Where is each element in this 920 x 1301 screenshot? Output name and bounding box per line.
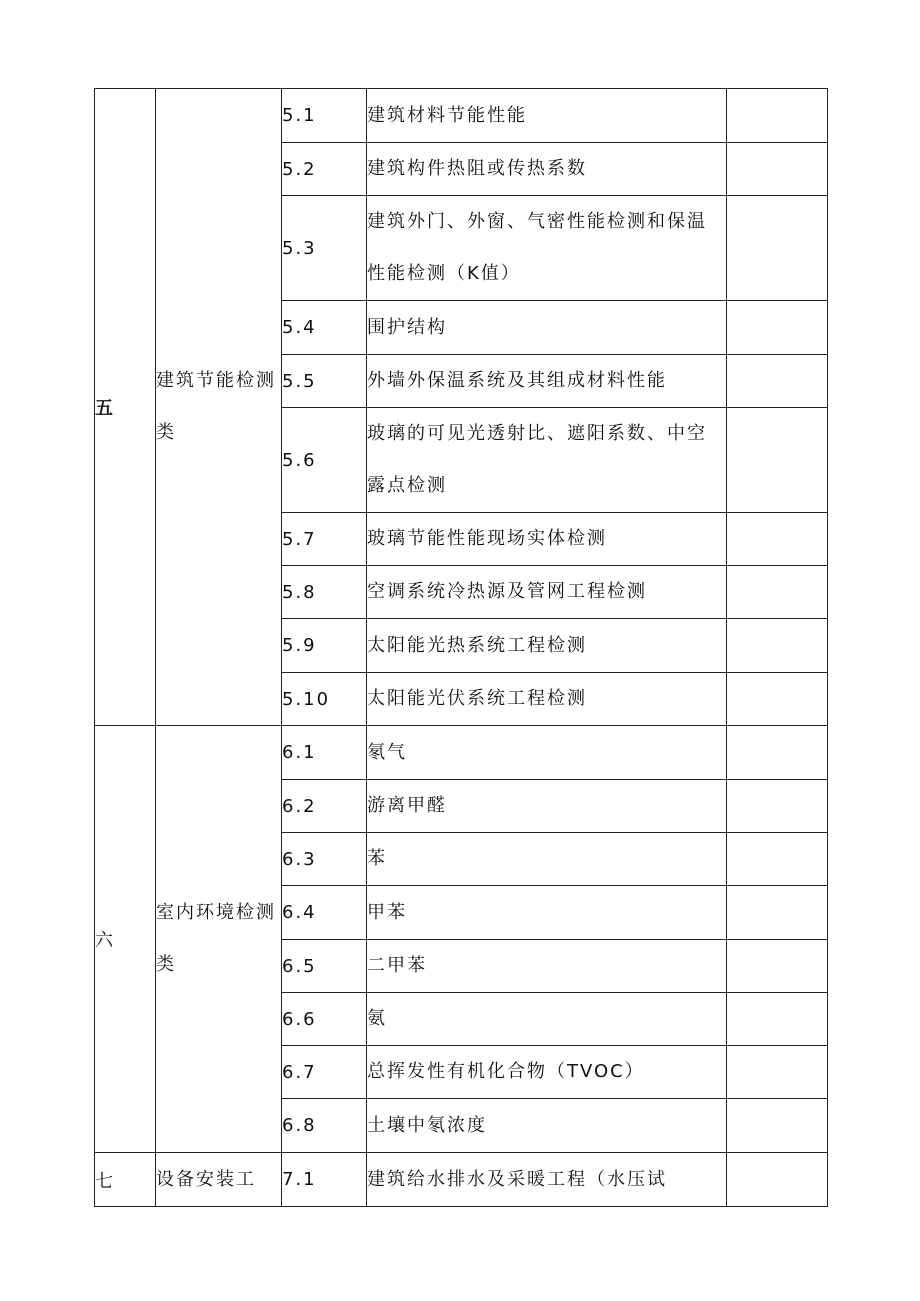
- item-name: 玻璃节能性能现场实体检测: [367, 513, 727, 566]
- item-name: 建筑材料节能性能: [367, 89, 727, 143]
- remark-cell: [727, 1046, 828, 1099]
- table-row: [95, 726, 828, 780]
- remark-cell: [727, 566, 828, 619]
- remark-cell: [727, 726, 828, 780]
- item-code: 5.6: [282, 408, 367, 513]
- remark-cell: [727, 673, 828, 726]
- item-code: 5.2: [282, 143, 367, 196]
- item-code: 5.5: [282, 355, 367, 408]
- item-code: 5.4: [282, 301, 367, 355]
- remark-cell: [727, 143, 828, 196]
- remark-cell: [727, 886, 828, 940]
- item-name: 太阳能光伏系统工程检测: [367, 673, 727, 726]
- item-name: 氡气: [367, 726, 727, 780]
- item-code: 5.3: [282, 196, 367, 301]
- table-row: [95, 89, 828, 143]
- section-number: 六: [95, 726, 156, 1153]
- remark-cell: [727, 993, 828, 1046]
- item-name: 外墙外保温系统及其组成材料性能: [367, 355, 727, 408]
- item-name: 建筑给水排水及采暖工程（水压试: [367, 1153, 727, 1207]
- item-code: 6.5: [282, 940, 367, 993]
- item-name: 土壤中氡浓度: [367, 1099, 727, 1153]
- item-code: 5.1: [282, 89, 367, 143]
- section-number: 七: [95, 1153, 156, 1207]
- table-row: [95, 1153, 828, 1207]
- item-code: 6.7: [282, 1046, 367, 1099]
- item-name: 游离甲醛: [367, 780, 727, 833]
- item-name: 建筑构件热阻或传热系数: [367, 143, 727, 196]
- item-code: 6.6: [282, 993, 367, 1046]
- remark-cell: [727, 833, 828, 886]
- remark-cell: [727, 780, 828, 833]
- item-name: 太阳能光热系统工程检测: [367, 619, 727, 673]
- remark-cell: [727, 513, 828, 566]
- inspection-items-table: [94, 88, 828, 1207]
- remark-cell: [727, 408, 828, 513]
- item-code: 5.9: [282, 619, 367, 673]
- item-code: 6.1: [282, 726, 367, 780]
- remark-cell: [727, 355, 828, 408]
- item-name: 围护结构: [367, 301, 727, 355]
- item-code: 6.3: [282, 833, 367, 886]
- section-number: 五: [95, 89, 156, 726]
- item-name: 甲苯: [367, 886, 727, 940]
- item-code: 5.10: [282, 673, 367, 726]
- remark-cell: [727, 1099, 828, 1153]
- item-name: 苯: [367, 833, 727, 886]
- item-name: 玻璃的可见光透射比、遮阳系数、中空露点检测: [367, 408, 727, 513]
- item-code: 6.8: [282, 1099, 367, 1153]
- section-category: 室内环境检测类: [156, 726, 282, 1153]
- remark-cell: [727, 940, 828, 993]
- item-name: 空调系统冷热源及管网工程检测: [367, 566, 727, 619]
- item-code: 6.4: [282, 886, 367, 940]
- item-name: 建筑外门、外窗、气密性能检测和保温性能检测（K值）: [367, 196, 727, 301]
- item-code: 6.2: [282, 780, 367, 833]
- item-name: 氨: [367, 993, 727, 1046]
- section-category: 建筑节能检测类: [156, 89, 282, 726]
- section-category: 设备安装工: [156, 1153, 282, 1207]
- remark-cell: [727, 619, 828, 673]
- remark-cell: [727, 301, 828, 355]
- item-name: 总挥发性有机化合物（TVOC）: [367, 1046, 727, 1099]
- item-code: 5.7: [282, 513, 367, 566]
- remark-cell: [727, 1153, 828, 1207]
- remark-cell: [727, 89, 828, 143]
- remark-cell: [727, 196, 828, 301]
- item-code: 7.1: [282, 1153, 367, 1207]
- item-code: 5.8: [282, 566, 367, 619]
- item-name: 二甲苯: [367, 940, 727, 993]
